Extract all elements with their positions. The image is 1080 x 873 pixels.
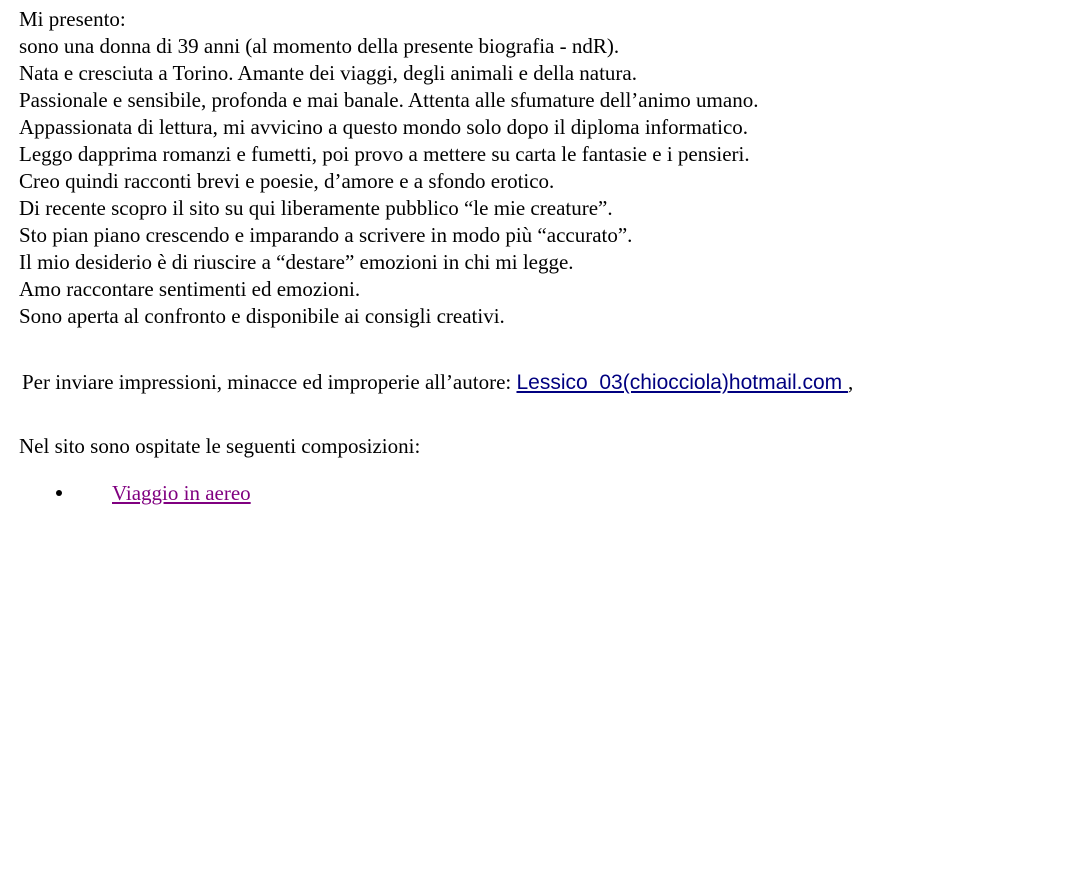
email-link[interactable]: Lessico_03(chiocciola)hotmail.com bbox=[516, 371, 848, 394]
bio-line: sono una donna di 39 anni (al momento della presente biografia - ndR). bbox=[19, 34, 620, 58]
bio-line: Sono aperta al confronto e disponibile ai consigli creativi. bbox=[19, 304, 505, 328]
works-intro: Nel sito sono ospitate le seguenti composizioni: bbox=[19, 434, 421, 458]
bio-line: Passionale e sensibile, profonda e mai banale. Attenta alle sfumature dell’animo umano. bbox=[19, 88, 759, 112]
bio-line: Mi presento: bbox=[19, 7, 126, 31]
bio-line: Creo quindi racconti brevi e poesie, d’amore e a sfondo erotico. bbox=[19, 169, 555, 193]
contact-prefix: Per inviare impressioni, minacce ed improperie all’autore: bbox=[22, 370, 517, 394]
bio-line: Nata e cresciuta a Torino. Amante dei viaggi, degli animali e della natura. bbox=[19, 61, 637, 85]
bio-line: Sto pian piano crescendo e imparando a scrivere in modo più “accurato”. bbox=[19, 223, 633, 247]
contact-line bbox=[22, 367, 853, 398]
bio-line: Il mio desiderio è di riuscire a “destare” emozioni in chi mi legge. bbox=[19, 250, 574, 274]
work-link-viaggio-in-aereo[interactable]: Viaggio in aereo bbox=[112, 481, 251, 505]
bio-line: Amo raccontare sentimenti ed emozioni. bbox=[19, 277, 361, 301]
bio-line: Appassionata di lettura, mi avvicino a questo mondo solo dopo il diploma informatico. bbox=[19, 115, 749, 139]
contact-suffix: , bbox=[847, 370, 854, 394]
bio-line: Di recente scopro il sito su qui liberamente pubblico “le mie creature”. bbox=[19, 196, 613, 220]
bio-line: Leggo dapprima romanzi e fumetti, poi provo a mettere su carta le fantasie e i pensieri. bbox=[19, 142, 750, 166]
biography bbox=[19, 6, 758, 330]
bullet-icon bbox=[56, 490, 62, 496]
